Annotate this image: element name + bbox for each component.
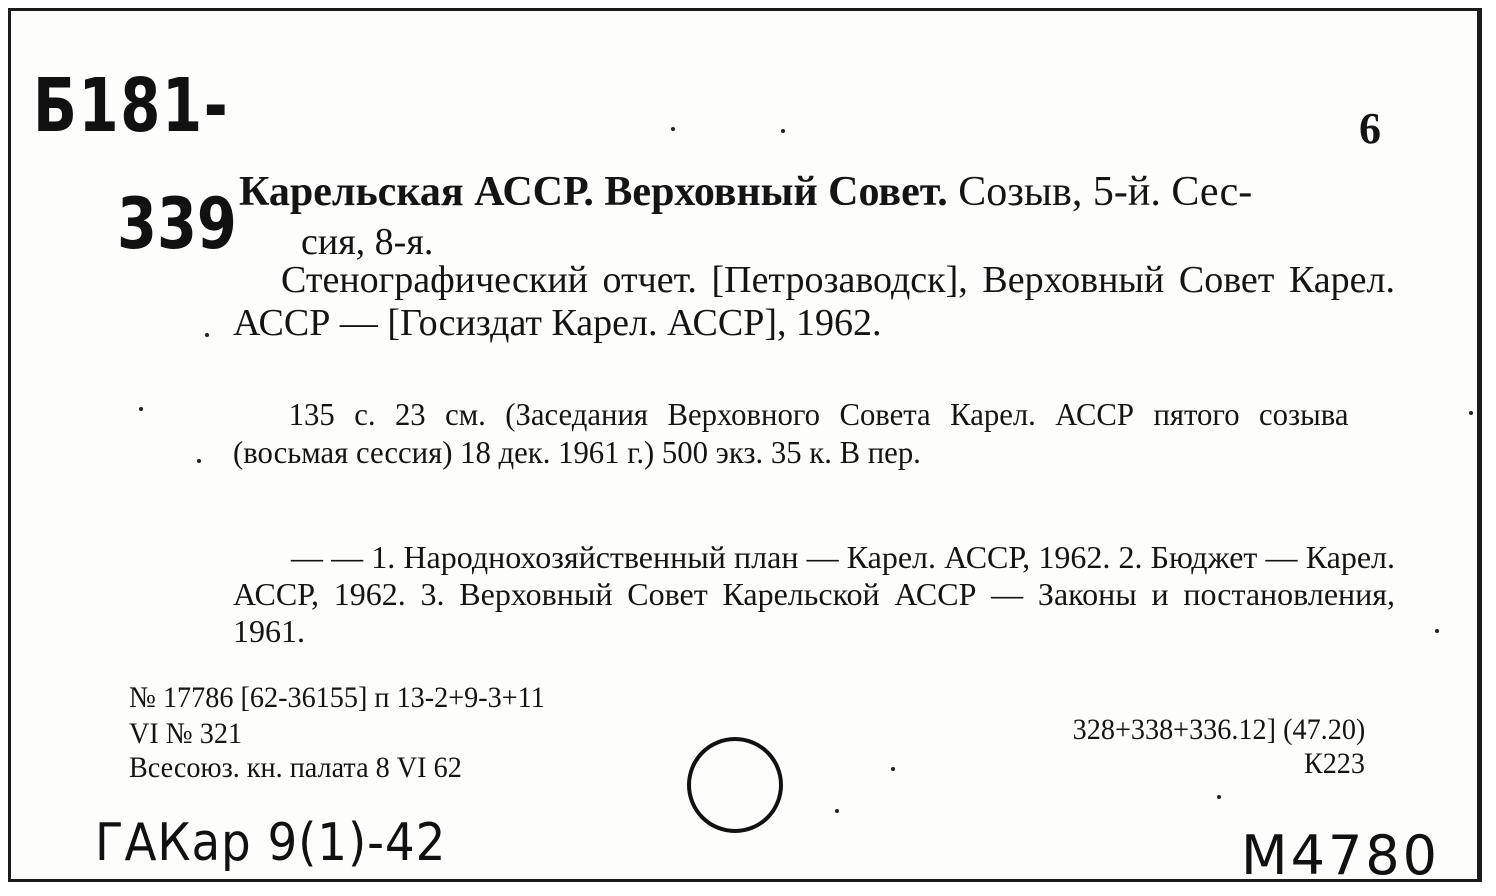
scan-speck	[1469, 411, 1473, 415]
card-number: 6	[1359, 104, 1381, 153]
subject-headings: — — 1. Народнохозяйственный план — Карел. АССР, 1962. 2. Бюджет — Карел. АССР, 1962. 3. Верховный Совет Карельской АССР — Законы и постановления, 1961.	[233, 539, 1395, 649]
scan-speck	[139, 407, 143, 411]
title-statement: Стенографический отчет. [Петрозаводск], Верховный Совет Карел. АССР — [Госиздат Карел. АССР], 1962.	[233, 259, 1395, 344]
classification-line-1: 328+338+336.12] (47.20)	[1072, 713, 1365, 746]
archive-code: ГАКар 9(1)-42	[95, 813, 447, 873]
heading-rest: Созыв, 5-й. Сес-	[958, 169, 1253, 215]
scan-speck	[197, 459, 201, 463]
heading-bold: Карельская АССР. Верховный Совет.	[239, 169, 948, 215]
shelf-mark-line2: 339	[117, 183, 237, 265]
scan-speck	[205, 333, 209, 337]
registry-line-2: VI № 321	[129, 717, 243, 750]
inventory-number: М4780	[1241, 824, 1441, 887]
catalog-card	[8, 8, 1482, 887]
classification-line-2: К223	[1303, 747, 1365, 780]
scan-speck	[1217, 795, 1221, 799]
card-heading	[239, 171, 1252, 213]
registry-line-3: Всесоюз. кн. палата 8 VI 62	[129, 751, 462, 784]
scan-speck	[781, 129, 785, 133]
collation: 135 с. 23 см. (Заседания Верховного Совета Карел. АССР пятого созыва (восьмая сессия) 18 дек. 1961 г.) 500 экз. 35 к. В пер.	[233, 396, 1349, 470]
shelf-mark-line1: Б181-	[33, 63, 230, 149]
heading-continuation: сия, 8-я.	[301, 221, 434, 263]
scan-speck	[671, 127, 675, 131]
hole-circle	[687, 737, 783, 833]
scan-speck	[891, 767, 895, 771]
scan-speck	[1435, 629, 1439, 633]
registry-line-1: № 17786 [62-36155] п 13-2+9-3+11	[129, 681, 545, 714]
scan-speck	[835, 809, 839, 813]
